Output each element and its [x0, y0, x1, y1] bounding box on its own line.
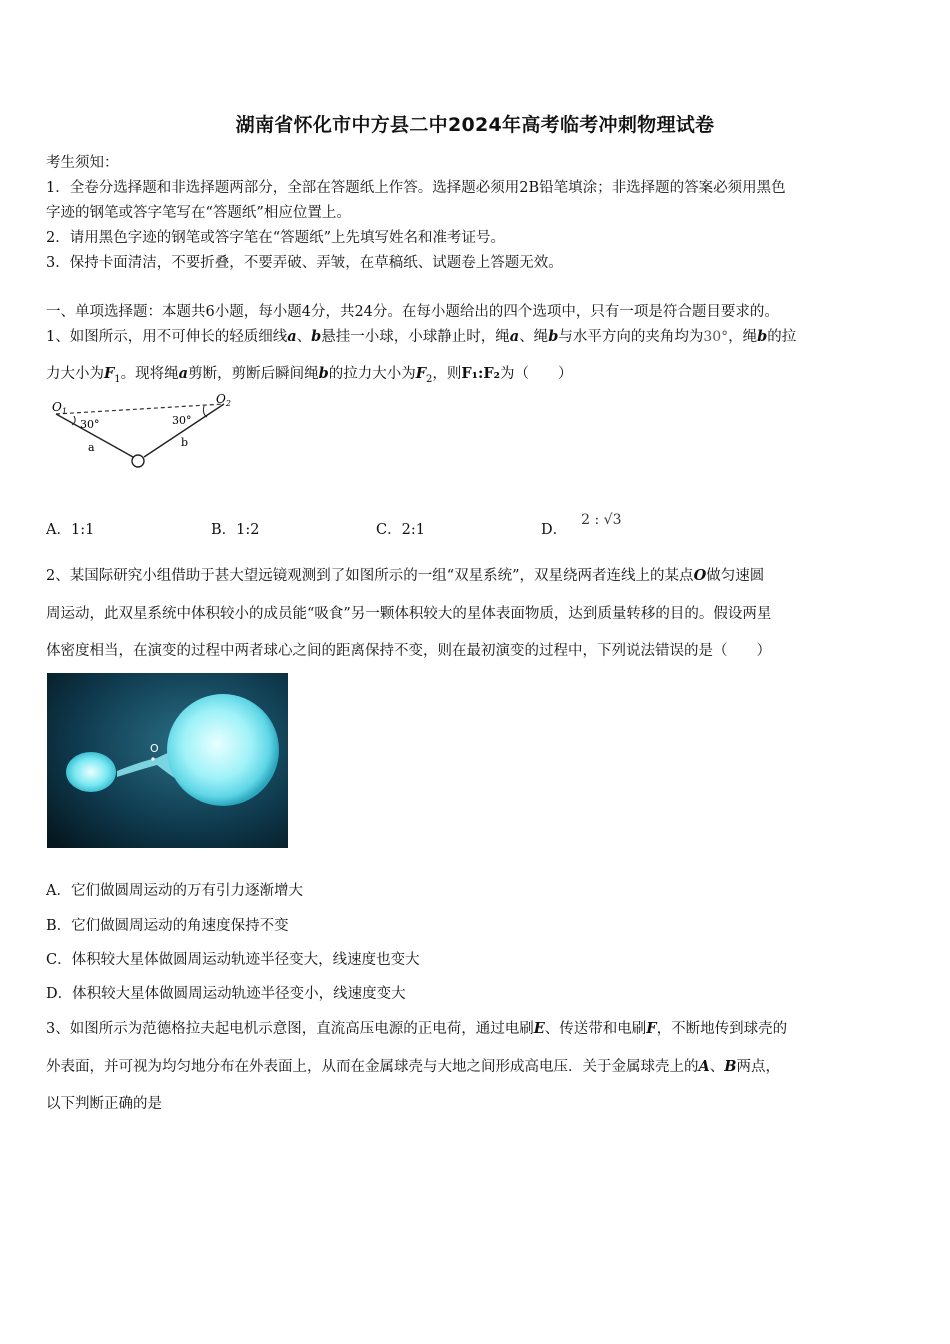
label-o2: $O_2$ [216, 392, 231, 408]
page-title: 湖南省怀化市中方县二中2024年高考临考冲刺物理试卷 [235, 114, 715, 136]
notice-heading: 考生须知： [46, 155, 119, 171]
q1-figure [44, 392, 244, 476]
q2-option-d: D．体积较大星体做圆周运动轨迹半径变小，线速度变大 [46, 986, 406, 1002]
label-o-center: O [150, 742, 159, 755]
q2-option-c: C．体积较大星体做圆周运动轨迹半径变大，线速度也变大 [46, 952, 420, 968]
q1-option-d: D．2 : √3 [541, 512, 622, 538]
label-rope-a: a [88, 441, 95, 454]
q1-angle: 30° [703, 329, 729, 345]
q2-stem-line-3: 体密度相当，在演变的过程中两者球心之间的距离保持不变，则在最初演变的过程中，下列说法错误的是（ ） [46, 643, 771, 659]
q1-option-c: C．2:1 [376, 522, 425, 538]
binary-star-image [47, 673, 288, 848]
q1-stem-line-2: 力大小为$F_1$。现将绳a剪断，剪断后瞬间绳b的拉力大小为$F_2$，则F₁:F₂为（ ） [46, 365, 573, 385]
q1-option-a: A．1:1 [46, 522, 95, 538]
label-angle-right: 30° [172, 414, 192, 427]
q3-stem-line-3: 以下判断正确的是 [46, 1096, 162, 1112]
ball-icon [132, 455, 144, 467]
label-angle-left: 30° [80, 418, 100, 431]
q1-option-d-math: 2 : √3 [581, 512, 622, 528]
notice-item-1-line-1: 1．全卷分选择题和非选择题两部分，全部在答题纸上作答。选择题必须用2B铅笔填涂；非选择题的答案必须用黑色 [46, 180, 786, 196]
label-rope-b: b [181, 436, 189, 449]
notice-item-1-line-2: 字迹的钢笔或答字笔写在“答题纸”相应位置上。 [46, 205, 351, 221]
small-star-icon [66, 752, 116, 792]
rope-b [144, 404, 224, 457]
q3-stem-line-1: 3、如图所示为范德格拉夫起电机示意图，直流高压电源的正电荷，通过电刷E、传送带和电刷F，不断地传到球壳的 [46, 1020, 788, 1037]
q2-stem-line-2: 周运动，此双星系统中体积较小的成员能“吸食”另一颗体积较大的星体表面物质，达到质量转移的目的。假设两星 [46, 606, 772, 622]
q3-stem-line-2: 外表面，并可视为均匀地分布在外表面上，从而在金属球壳与大地之间形成高电压．关于金属球壳上的A、B两点， [46, 1058, 781, 1075]
q2-option-a: A．它们做圆周运动的万有引力逐渐增大 [46, 883, 303, 899]
notice-item-2: 2．请用黑色字迹的钢笔或答字笔在“答题纸”上先填写姓名和准考证号。 [46, 230, 506, 246]
label-o1: $O_1$ [52, 400, 67, 416]
section-1-heading: 一、单项选择题：本题共6小题，每小题4分，共24分。在每小题给出的四个选项中，只有一项是符合题目要求的。 [46, 304, 779, 320]
notice-item-3: 3．保持卡面清洁，不要折叠，不要弄破、弄皱，在草稿纸、试题卷上答题无效。 [46, 255, 563, 271]
q1-stem-line-1: 1、如图所示，用不可伸长的轻质细线a、b悬挂一小球，小球静止时，绳a、绳b与水平方向的夹角均为30°，绳b的拉 [46, 328, 797, 345]
horizontal-dashed-line [56, 404, 224, 414]
q2-option-b: B．它们做圆周运动的角速度保持不变 [46, 918, 289, 934]
q1-option-b: B．1:2 [211, 522, 260, 538]
q2-stem-line-1: 2、某国际研究小组借助于甚大望远镜观测到了如图所示的一组“双星系统”，双星绕两者连线上的某点O做匀速圆 [46, 567, 765, 584]
large-star-icon [167, 694, 279, 806]
center-point-icon [151, 757, 154, 760]
